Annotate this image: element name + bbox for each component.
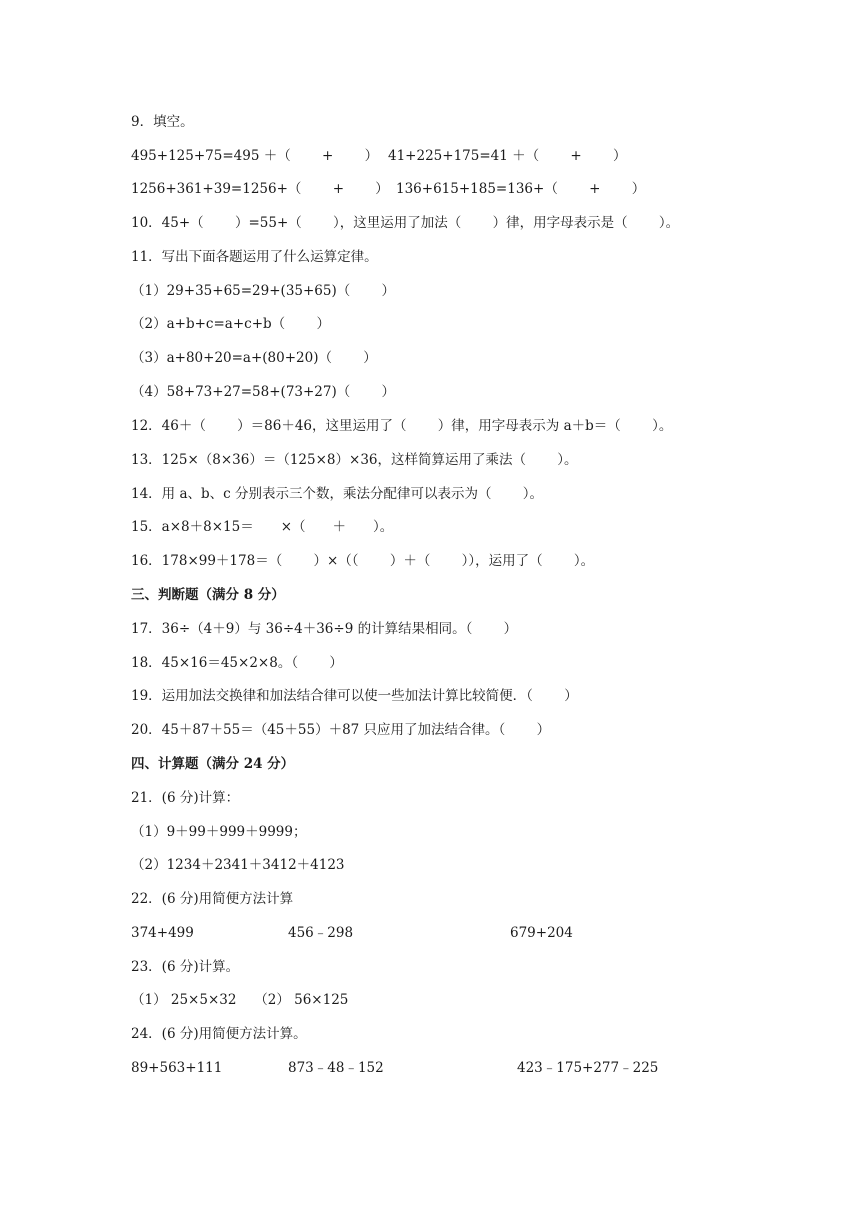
q18: 18．45×16＝45×2×8。（ ） <box>131 655 343 671</box>
q17: 17．36÷（4＋9）与 36÷4＋36÷9 的计算结果相同。（ ） <box>131 621 518 637</box>
q9-row2-right: 136+615+185=136+（ + ） <box>396 181 646 197</box>
q11-item: （3）a+80+20=a+(80+20)（ ） <box>131 350 377 366</box>
q11-title: 11．写出下面各题运用了什么运算定律。 <box>131 249 378 265</box>
q10: 10．45+（ ）=55+（ ），这里运用了加法（ ）律，用字母表示是（ ）。 <box>131 215 680 231</box>
q24-expr: 873﹣48﹣152 <box>288 1060 384 1076</box>
q24-expr: 89+563+111 <box>131 1060 223 1076</box>
q9-row1-right: 41+225+175=41 ＋（ + ） <box>388 148 627 164</box>
q21-title: 21．(6 分)计算： <box>131 790 240 806</box>
q11-item: （1）29+35+65=29+(35+65)（ ） <box>131 283 396 299</box>
q9-row1-left: 495+125+75=495 ＋（ + ） <box>131 148 379 164</box>
q19: 19．运用加法交换律和加法结合律可以使一些加法计算比较简便．（ ） <box>131 688 578 704</box>
q15: 15．a×8＋8×15＝ ×（ ＋ ）。 <box>131 519 394 535</box>
q23-line: （1） 25×5×32 （2） 56×125 <box>131 992 349 1008</box>
section-4-heading: 四、计算题（满分 24 分） <box>131 756 295 772</box>
q21-item: （2）1234＋2341＋3412＋4123 <box>131 857 345 873</box>
q14: 14．用 a、b、c 分别表示三个数，乘法分配律可以表示为（ ）。 <box>131 486 544 502</box>
q21-item: （1）9＋99＋999＋9999； <box>131 824 307 840</box>
q11-item: （4）58+73+27=58+(73+27)（ ） <box>131 384 396 400</box>
q20: 20．45＋87＋55＝（45＋55）＋87 只应用了加法结合律。（ ） <box>131 722 551 738</box>
q12: 12．46＋（ ）＝86＋46，这里运用了（ ）律，用字母表示为 a＋b＝（ ）。 <box>131 418 673 434</box>
q13: 13．125×（8×36）＝（125×8）×36，这样简算运用了乘法（ ）。 <box>131 452 578 468</box>
q9-row2-left: 1256+361+39=1256+（ + ） <box>131 181 389 197</box>
q22-title: 22．(6 分)用简便方法计算 <box>131 891 294 907</box>
section-3-heading: 三、判断题（满分 8 分） <box>131 587 285 603</box>
q23-title: 23．(6 分)计算。 <box>131 959 240 975</box>
q11-item: （2）a+b+c=a+c+b（ ） <box>131 316 330 332</box>
q22-expr: 374+499 <box>131 925 194 941</box>
q9-title: 9．填空。 <box>131 114 194 130</box>
q16: 16．178×99＋178＝（ ）×（（ ）＋（ ）），运用了（ ）。 <box>131 553 595 569</box>
q24-title: 24．(6 分)用简便方法计算。 <box>131 1026 307 1042</box>
q22-expr: 456﹣298 <box>288 925 354 941</box>
q24-expr: 423﹣175+277﹣225 <box>517 1060 659 1076</box>
q22-expr: 679+204 <box>510 925 573 941</box>
